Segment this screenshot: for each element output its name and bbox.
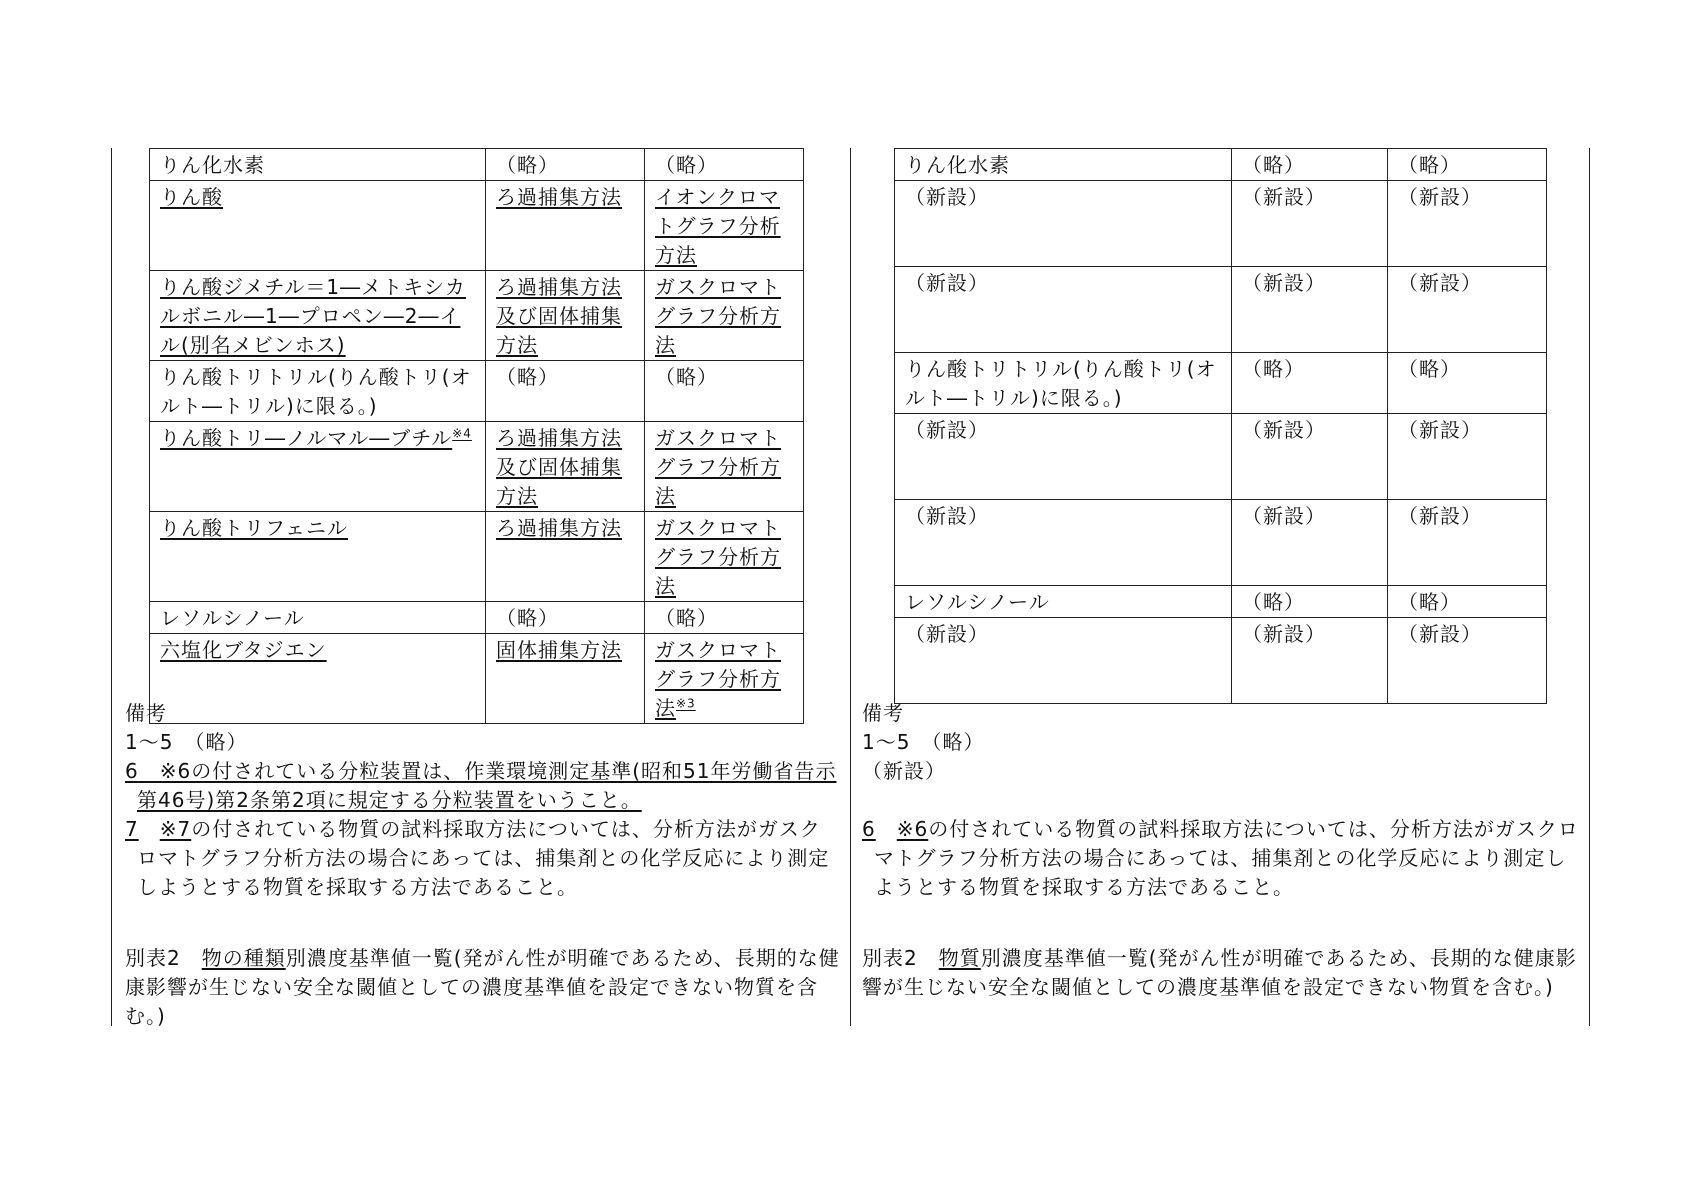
sampling-method-cell: ろ過捕集方法及び固体捕集方法 [486,422,645,512]
table-row [150,149,804,181]
table-row [895,586,1547,618]
analysis-method-cell: ガスクロマトグラフ分析方法$^{※3}$ [645,634,804,724]
analysis-method-cell: ガスクロマトグラフ分析方法 [645,422,804,512]
table-row [895,267,1547,353]
substance-name-cell: （新設） [895,414,1232,500]
table-row [150,271,804,361]
substance-name-cell: りん酸 [150,181,486,271]
right-table [894,148,1547,704]
substance-name-cell: りん化水素 [895,149,1232,181]
left-table [149,148,804,724]
left-appendix-heading: 別表2 物の種類別濃度基準値一覧(発がん性が明確であるため、長期的な健康影響が生じない安全な閾値としての濃度基準値を設定できない物質を含む。) [125,946,840,1028]
table-row [150,181,804,271]
analysis-method-cell: （略） [1388,586,1547,618]
sampling-method-cell: （略） [486,149,645,181]
sampling-method-cell: 固体捕集方法 [486,634,645,724]
table-row [150,512,804,602]
left-item-6: 6 ※6の付されている分粒装置は、作業環境測定基準(昭和51年労働省告示第46号)第2条第2項に規定する分粒装置をいうこと。 [125,759,837,812]
analysis-method-cell: イオンクロマトグラフ分析方法 [645,181,804,271]
substance-name-cell: レソルシノール [895,586,1232,618]
substance-name-cell: レソルシノール [150,602,486,634]
left-remarks [125,699,840,902]
sampling-method-cell: （略） [1232,149,1388,181]
left-margin-rule [111,148,112,1026]
right-remarks-title: 備考 [862,701,904,725]
substance-name-cell: りん酸トリフェニル [150,512,486,602]
substance-name-cell: りん酸トリトリル(りん酸トリ(オルト―トリル)に限る。) [895,353,1232,414]
table-row [895,181,1547,267]
sampling-method-cell: （新設） [1232,618,1388,704]
right-item-6: 6 ※6の付されている物質の試料採取方法については、分析方法がガスクロマトグラフ分析方法の場合にあっては、捕集剤との化学反応により測定しようとする物質を採取する方法であること。 [862,817,1579,899]
sampling-method-cell: （略） [486,602,645,634]
analysis-method-cell: （新設） [1388,267,1547,353]
right-appendix-heading: 別表2 物質別濃度基準値一覧(発がん性が明確であるため、長期的な健康影響が生じない安全な閾値としての濃度基準値を設定できない物質を含む。) [862,946,1577,999]
sampling-method-cell: （新設） [1232,414,1388,500]
left-remarks-1-5: 1～5 （略） [125,730,248,754]
left-item-7: 7 ※7の付されている物質の試料採取方法については、分析方法がガスクロマトグラフ分析方法の場合にあっては、捕集剤との化学反応により測定しようとする物質を採取する方法であること。 [125,817,830,899]
substance-name-cell: （新設） [895,267,1232,353]
left-remarks-title: 備考 [125,701,167,725]
table-row [150,422,804,512]
substance-name-cell: （新設） [895,618,1232,704]
analysis-method-cell: （略） [1388,149,1547,181]
sampling-method-cell: （略） [486,361,645,422]
sampling-method-cell: （略） [1232,353,1388,414]
right-margin-rule [1589,148,1590,1026]
analysis-method-cell: （新設） [1388,181,1547,267]
analysis-method-cell: （略） [645,149,804,181]
sampling-method-cell: （新設） [1232,267,1388,353]
substance-name-cell: りん酸トリトリル(りん酸トリ(オルト―トリル)に限る。) [150,361,486,422]
analysis-method-cell: （新設） [1388,414,1547,500]
right-remarks-new: （新設） [862,759,946,783]
right-remarks [862,699,1580,902]
sampling-method-cell: ろ過捕集方法及び固体捕集方法 [486,271,645,361]
table-row [895,149,1547,181]
table-row [895,618,1547,704]
substance-name-cell: （新設） [895,181,1232,267]
sampling-method-cell: ろ過捕集方法 [486,181,645,271]
sampling-method-cell: （新設） [1232,181,1388,267]
analysis-method-cell: （略） [645,602,804,634]
table-row [895,500,1547,586]
analysis-method-cell: ガスクロマトグラフ分析方法 [645,271,804,361]
table-row [150,602,804,634]
analysis-method-cell: （新設） [1388,618,1547,704]
analysis-method-cell: （略） [1388,353,1547,414]
analysis-method-cell: （略） [645,361,804,422]
sampling-method-cell: ろ過捕集方法 [486,512,645,602]
table-row [150,361,804,422]
center-divider-rule [850,148,851,1026]
sampling-method-cell: （新設） [1232,500,1388,586]
right-remarks-1-5: 1～5 （略） [862,730,985,754]
substance-name-cell: 六塩化ブタジエン [150,634,486,724]
table-row [895,414,1547,500]
sampling-method-cell: （略） [1232,586,1388,618]
right-table-container [894,148,1547,704]
analysis-method-cell: （新設） [1388,500,1547,586]
substance-name-cell: りん酸トリ―ノルマル―ブチル$^{※4}$ [150,422,486,512]
substance-name-cell: りん酸ジメチル＝1―メトキシカルボニル―1―プロペン―2―イル(別名メビンホス) [150,271,486,361]
table-row [895,353,1547,414]
substance-name-cell: （新設） [895,500,1232,586]
substance-name-cell: りん化水素 [150,149,486,181]
analysis-method-cell: ガスクロマトグラフ分析方法 [645,512,804,602]
left-table-container [149,148,804,724]
